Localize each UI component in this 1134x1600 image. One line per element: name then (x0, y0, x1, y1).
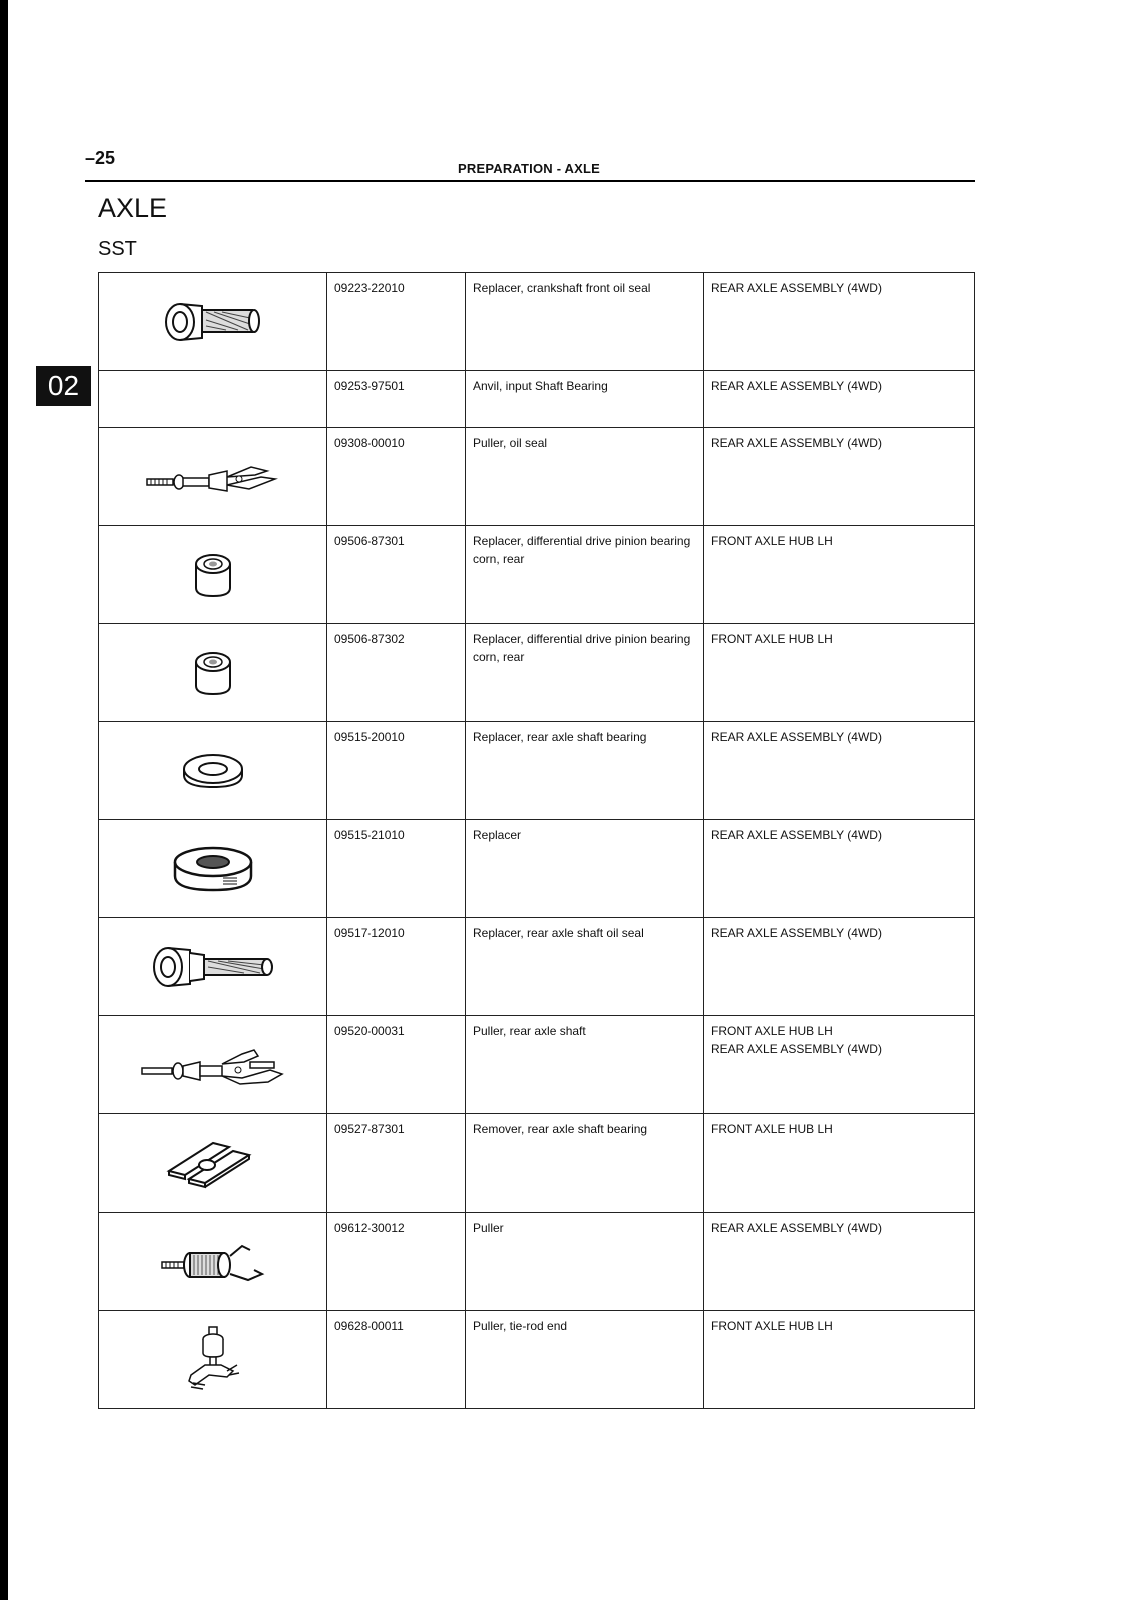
table-row (99, 1016, 975, 1114)
tool-name-line: Puller, tie-rod end (473, 1319, 568, 1333)
tool-illustration-cell (99, 1213, 327, 1311)
applies-to-cell (704, 1213, 975, 1311)
sst-table (98, 272, 975, 1409)
tool-illustration-cell (99, 624, 327, 722)
applies-to-line: FRONT AXLE HUB LH (711, 1319, 833, 1333)
part-number-cell: 09520-00031 (327, 1016, 466, 1114)
table-row (99, 371, 975, 428)
part-number-cell: 09253-97501 (327, 371, 466, 428)
tool-illustration-cell (99, 428, 327, 526)
table-row (99, 428, 975, 526)
tool-name-cell (466, 624, 704, 722)
applies-to-cell (704, 371, 975, 428)
table-row (99, 1114, 975, 1213)
part-number-cell: 09308-00010 (327, 428, 466, 526)
tool-name-cell (466, 526, 704, 624)
tool-name-line: Remover, rear axle shaft bearing (473, 1122, 648, 1136)
applies-to-cell (704, 918, 975, 1016)
tool-illustration-cell (99, 1016, 327, 1114)
tool-name-cell (466, 820, 704, 918)
part-number-cell: 09506-87302 (327, 624, 466, 722)
tool-illustration-cell (99, 1114, 327, 1213)
tool-name-line: Puller, oil seal (473, 436, 548, 450)
tool-name-line: Puller (473, 1221, 504, 1235)
thick-ring-replacer-icon (171, 844, 255, 894)
table-row (99, 918, 975, 1016)
applies-to-line: REAR AXLE ASSEMBLY (4WD) (711, 436, 882, 450)
part-number-cell: 09506-87301 (327, 526, 466, 624)
section-title: AXLE (98, 193, 168, 223)
tool-name-cell (466, 1016, 704, 1114)
applies-to-line: REAR AXLE ASSEMBLY (4WD) (711, 926, 882, 940)
table-row (99, 526, 975, 624)
tool-illustration-cell (99, 918, 327, 1016)
oil-seal-replacer-icon (158, 294, 268, 350)
applies-to-cell (704, 1114, 975, 1213)
tool-name-line: Anvil, input Shaft Bearing (473, 379, 608, 393)
tool-name-cell (466, 722, 704, 820)
applies-to-line: REAR AXLE ASSEMBLY (4WD) (711, 281, 882, 295)
tool-name-cell (466, 918, 704, 1016)
applies-to-line: REAR AXLE ASSEMBLY (4WD) (711, 1042, 882, 1056)
running-title: PREPARATION - AXLE (458, 161, 601, 176)
table-row (99, 1311, 975, 1409)
tool-name-cell (466, 1311, 704, 1409)
cylinder-replacer-icon (188, 648, 238, 698)
part-number-cell: 09527-87301 (327, 1114, 466, 1213)
header-rule (85, 180, 975, 182)
page-number: –25 (85, 148, 116, 168)
tool-name-line: Replacer, differential drive pinion bearing (473, 632, 691, 646)
applies-to-line: REAR AXLE ASSEMBLY (4WD) (711, 828, 882, 842)
part-number-cell: 09517-12010 (327, 918, 466, 1016)
applies-to-cell (704, 1311, 975, 1409)
tool-illustration-cell (99, 820, 327, 918)
tool-illustration-cell (99, 1311, 327, 1409)
part-number-cell: 09223-22010 (327, 273, 466, 371)
applies-to-line: FRONT AXLE HUB LH (711, 1024, 833, 1038)
applies-to-cell (704, 722, 975, 820)
tool-name-line: Replacer, rear axle shaft bearing (473, 730, 647, 744)
binding-edge-bar (0, 0, 8, 1600)
part-number-cell: 09612-30012 (327, 1213, 466, 1311)
oil-seal-puller-icon (143, 457, 283, 497)
tool-name-cell (466, 273, 704, 371)
applies-to-line: REAR AXLE ASSEMBLY (4WD) (711, 379, 882, 393)
section-tab-marker: 02 (36, 366, 91, 406)
applies-to-line: REAR AXLE ASSEMBLY (4WD) (711, 730, 882, 744)
cylinder-replacer-icon (188, 550, 238, 600)
tool-name-cell (466, 1213, 704, 1311)
applies-to-line: FRONT AXLE HUB LH (711, 1122, 833, 1136)
table-row (99, 820, 975, 918)
tool-illustration-cell (99, 371, 327, 428)
tool-illustration-cell (99, 722, 327, 820)
tie-rod-puller-icon (183, 1325, 243, 1395)
split-plate-remover-icon (165, 1135, 261, 1191)
table-row (99, 1213, 975, 1311)
tool-illustration-cell (99, 526, 327, 624)
part-number-cell: 09515-20010 (327, 722, 466, 820)
applies-to-line: REAR AXLE ASSEMBLY (4WD) (711, 1221, 882, 1235)
table-row (99, 273, 975, 371)
tool-name-cell (466, 428, 704, 526)
ring-replacer-icon (180, 751, 246, 791)
applies-to-cell (704, 526, 975, 624)
table-row (99, 722, 975, 820)
shaft-seal-replacer-icon (148, 939, 278, 995)
table-row (99, 624, 975, 722)
applies-to-cell (704, 428, 975, 526)
applies-to-cell (704, 624, 975, 722)
tool-name-cell (466, 371, 704, 428)
applies-to-cell (704, 820, 975, 918)
part-number-cell: 09628-00011 (327, 1311, 466, 1409)
part-number-cell: 09515-21010 (327, 820, 466, 918)
tool-name-line: Replacer, crankshaft front oil seal (473, 281, 651, 295)
applies-to-cell (704, 273, 975, 371)
tool-name-cell (466, 1114, 704, 1213)
tool-name-line: Replacer (473, 828, 522, 842)
tool-name-line: corn, rear (473, 650, 525, 664)
applies-to-cell (704, 1016, 975, 1114)
applies-to-line: FRONT AXLE HUB LH (711, 534, 833, 548)
tool-illustration-cell (99, 273, 327, 371)
tool-name-line: Puller, rear axle shaft (473, 1024, 586, 1038)
tool-name-line: corn, rear (473, 552, 525, 566)
puller-icon (158, 1234, 268, 1290)
axle-shaft-puller-icon (138, 1042, 288, 1088)
section-subtitle: SST (98, 238, 137, 260)
applies-to-line: FRONT AXLE HUB LH (711, 632, 833, 646)
tool-name-line: Replacer, differential drive pinion bearing (473, 534, 691, 548)
tool-name-line: Replacer, rear axle shaft oil seal (473, 926, 644, 940)
